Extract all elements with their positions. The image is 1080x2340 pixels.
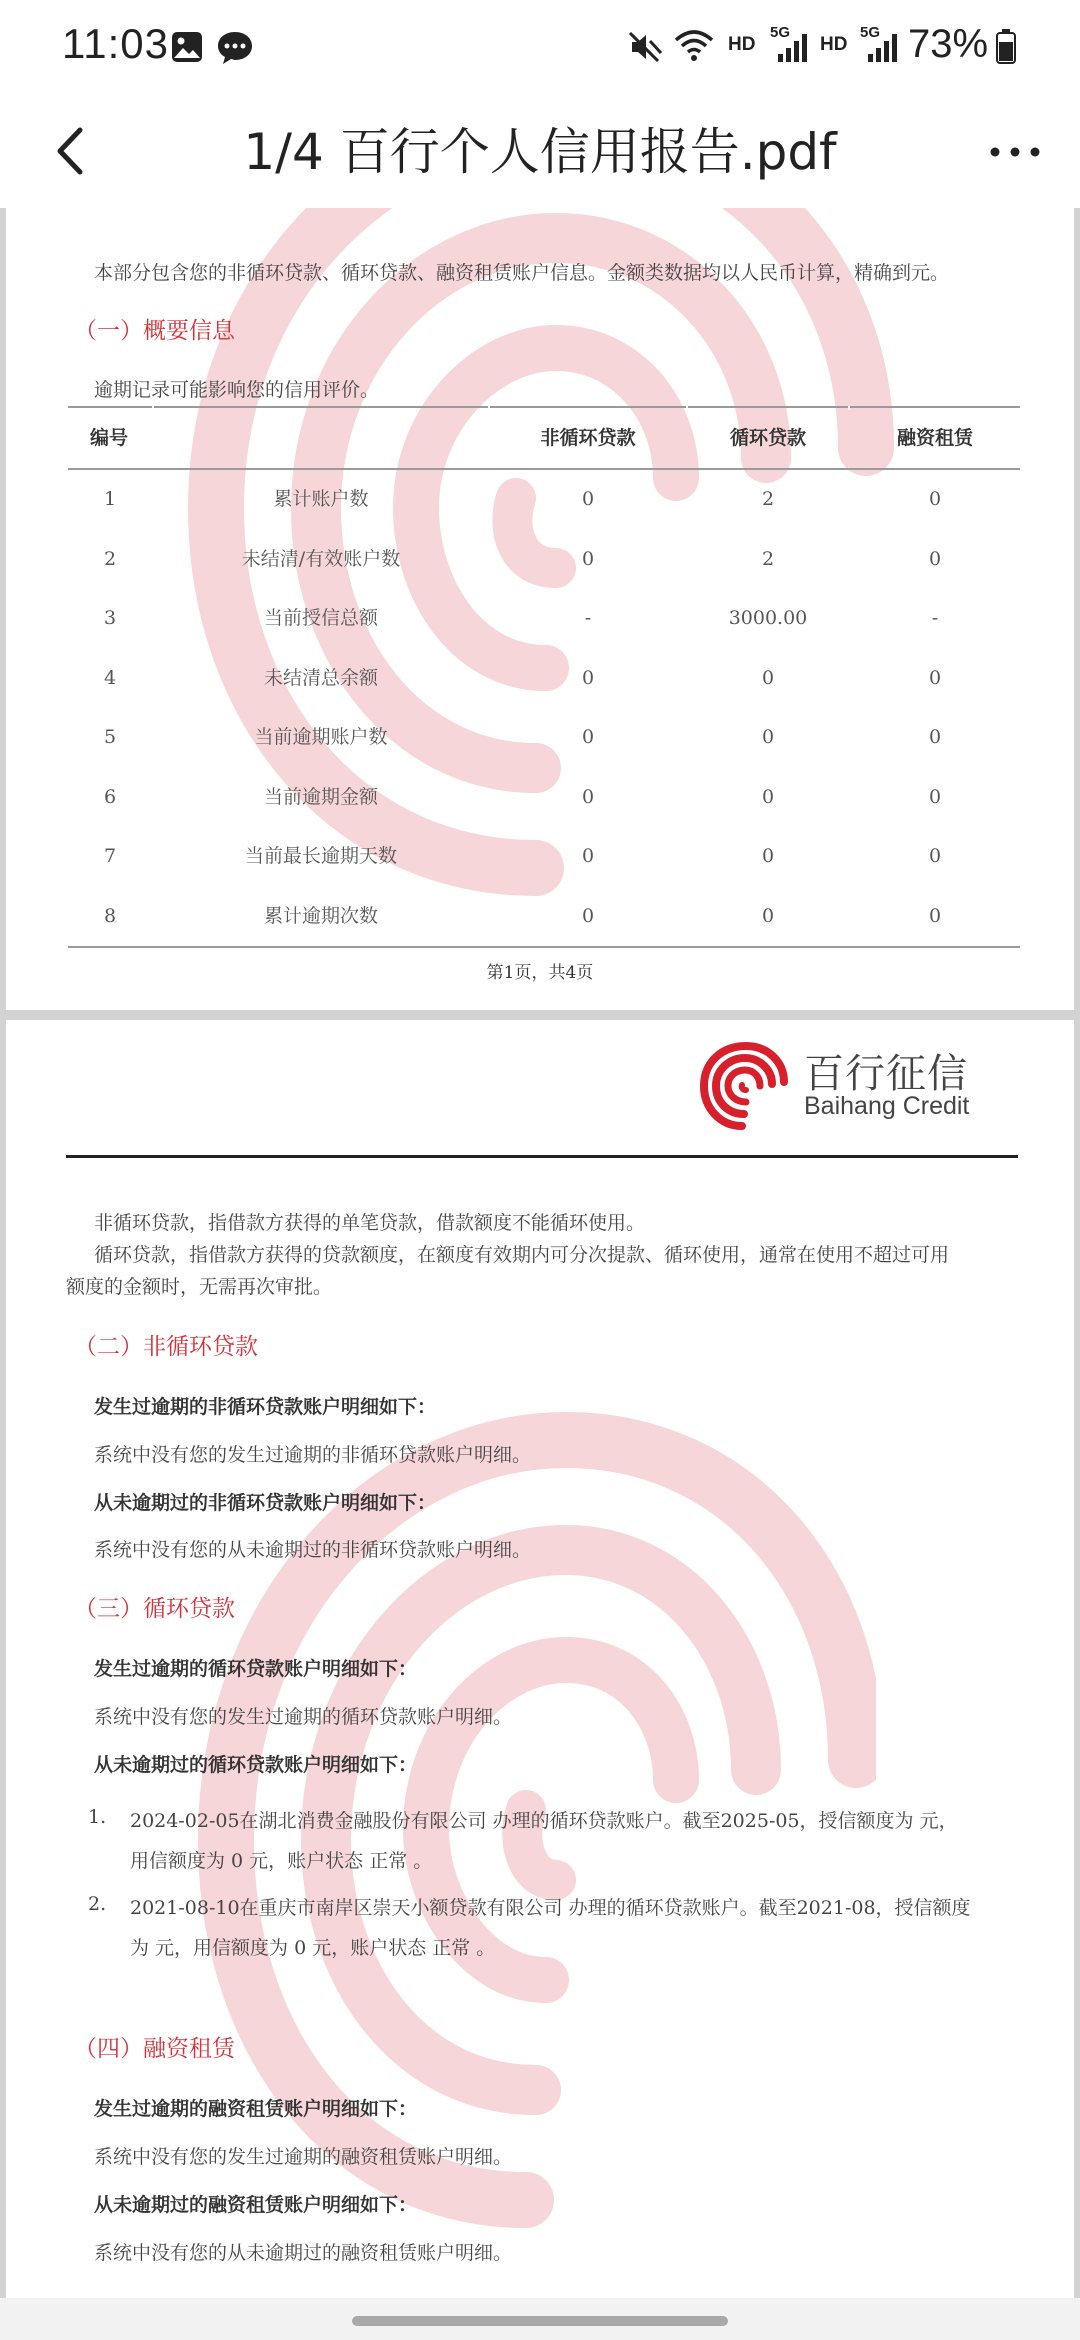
s4-never-heading: 从未逾期过的融资租赁账户明细如下： — [94, 2194, 418, 2216]
account-item-line1: 2024-02-05在湖北消费金融股份有限公司 办理的循环贷款账户。截至2025-05，授信额度为 元， — [130, 1810, 958, 1832]
header-cell-item — [154, 408, 488, 468]
cell-number: 1 — [103, 488, 117, 510]
s2-overdue-heading: 发生过逾期的非循环贷款账户明细如下： — [94, 1396, 437, 1418]
s4-overdue-heading: 发生过逾期的融资租赁账户明细如下： — [94, 2098, 418, 2120]
s3-never-heading: 从未逾期过的循环贷款账户明细如下： — [94, 1754, 418, 1776]
logo-english-name: Baihang Credit — [804, 1092, 970, 1120]
cell-item: 未结清/有效账户数 — [241, 547, 401, 570]
intro-text: 本部分包含您的非循环贷款、循环贷款、融资租赁账户信息。金额类数据均以人民币计算，精确到元。 — [94, 262, 950, 284]
table-header — [68, 406, 1020, 470]
cell-item: 当前逾期账户数 — [254, 726, 388, 748]
cell-non-revolving: 0 — [581, 547, 595, 570]
s2-overdue-body: 系统中没有您的发生过逾期的非循环贷款账户明细。 — [94, 1444, 532, 1466]
signal-icon — [866, 32, 900, 64]
battery-percent: 73% — [908, 22, 989, 66]
summary-table — [68, 406, 1020, 948]
message-icon — [216, 30, 254, 66]
account-item-number: 1. — [88, 1806, 107, 1828]
status-time: 11:03 — [62, 20, 169, 67]
cell-item: 当前授信总额 — [263, 607, 378, 629]
cell-leasing: 0 — [928, 726, 942, 748]
section-2-title: （二）非循环贷款 — [74, 1334, 258, 1360]
header-cell-leasing: 融资租赁 — [896, 427, 973, 449]
cell-number: 4 — [103, 666, 117, 689]
s2-never-heading: 从未逾期过的非循环贷款账户明细如下： — [94, 1492, 437, 1514]
header-rule — [66, 1155, 1018, 1158]
table-row — [68, 827, 1020, 887]
cell-item: 累计逾期次数 — [263, 904, 378, 927]
status-bar — [0, 0, 1080, 92]
table-body — [68, 470, 1020, 946]
s3-overdue-heading: 发生过逾期的循环贷款账户明细如下： — [94, 1658, 418, 1680]
cell-number: 8 — [103, 904, 117, 927]
cell-leasing: 0 — [928, 845, 942, 867]
cell-leasing: 0 — [928, 785, 942, 808]
pdf-page-1 — [6, 208, 1074, 1010]
pdf-viewer[interactable] — [0, 208, 1080, 2298]
cell-revolving: 2 — [761, 547, 775, 570]
cell-leasing: 0 — [928, 547, 942, 570]
cell-item: 当前逾期金额 — [263, 785, 378, 808]
table-row — [68, 470, 1020, 530]
network-label-1: 5G — [770, 24, 791, 41]
more-options-icon[interactable] — [980, 122, 1050, 182]
baihang-logo — [698, 1038, 988, 1134]
account-item-line1: 2021-08-10在重庆市南岸区崇天小额贷款有限公司 办理的循环贷款账户。截至2021-08，授信额度 — [130, 1897, 971, 1919]
cell-revolving: 0 — [761, 904, 775, 927]
cell-revolving: 0 — [761, 785, 775, 808]
pdf-page-2 — [6, 1020, 1074, 2298]
s3-overdue-body: 系统中没有您的发生过逾期的循环贷款账户明细。 — [94, 1706, 513, 1728]
definition-non-revolving: 非循环贷款，指借款方获得的单笔贷款，借款额度不能循环使用。 — [94, 1212, 646, 1234]
app-bar — [0, 92, 1080, 209]
cell-item: 当前最长逾期天数 — [244, 845, 397, 867]
network-label-2: 5G — [860, 24, 881, 41]
cell-leasing: 0 — [928, 904, 942, 927]
cell-non-revolving: 0 — [581, 785, 595, 808]
page-number: 第1页，共4页 — [486, 963, 594, 983]
cell-item: 未结清总余额 — [263, 666, 378, 689]
document-title: 1/4 百行个人信用报告.pdf — [243, 123, 837, 181]
header-cell-non-revolving: 非循环贷款 — [540, 427, 636, 449]
table-row — [68, 589, 1020, 649]
cell-revolving: 0 — [761, 726, 775, 748]
cell-non-revolving: 0 — [581, 904, 595, 927]
section-3-title: （三）循环贷款 — [74, 1596, 235, 1622]
account-item-line2: 为 元，用信额度为 0 元，账户状态 正常 。 — [130, 1937, 496, 1959]
cell-number: 7 — [103, 845, 117, 867]
cell-number: 6 — [103, 785, 117, 808]
overdue-note: 逾期记录可能影响您的信用评价。 — [94, 379, 380, 401]
table-row — [68, 530, 1020, 590]
header-cell-revolving: 循环贷款 — [729, 427, 806, 449]
cell-revolving: 2 — [761, 488, 775, 510]
s2-never-body: 系统中没有您的从未逾期过的非循环贷款账户明细。 — [94, 1539, 532, 1561]
hd-label-1: HD — [728, 34, 756, 55]
cell-item: 累计账户数 — [273, 488, 369, 510]
cell-number: 3 — [103, 607, 117, 629]
table-row — [68, 768, 1020, 828]
cell-revolving: 3000.00 — [728, 607, 808, 629]
wifi-icon — [674, 28, 714, 62]
account-item-line2: 用信额度为 0 元，账户状态 正常 。 — [130, 1850, 433, 1872]
definition-revolving-line2: 额度的金额时，无需再次审批。 — [66, 1276, 333, 1298]
battery-icon — [996, 28, 1016, 64]
cell-leasing: 0 — [928, 666, 942, 689]
cell-non-revolving: - — [584, 607, 592, 629]
s4-never-body: 系统中没有您的从未逾期过的融资租赁账户明细。 — [94, 2242, 513, 2264]
cell-number: 2 — [103, 547, 117, 570]
table-bottom-rule — [68, 946, 1020, 948]
hd-label-2: HD — [820, 34, 848, 55]
baihang-logo-icon — [698, 1040, 790, 1132]
cell-revolving: 0 — [761, 666, 775, 689]
header-cell-number: 编号 — [90, 427, 129, 449]
mute-icon — [628, 30, 664, 64]
logo-chinese-name: 百行征信 — [804, 1051, 968, 1097]
cell-non-revolving: 0 — [581, 726, 595, 748]
signal-icon — [776, 32, 810, 64]
section-1-title: （一）概要信息 — [74, 318, 235, 344]
cell-leasing: - — [931, 607, 939, 629]
home-handle[interactable] — [352, 2316, 728, 2326]
cell-revolving: 0 — [761, 845, 775, 867]
cell-leasing: 0 — [928, 488, 942, 510]
cell-number: 5 — [103, 726, 117, 748]
section-4-title: （四）融资租赁 — [74, 2036, 235, 2062]
gesture-nav-bar — [0, 2298, 1080, 2340]
account-item-number: 2. — [88, 1893, 107, 1915]
table-row — [68, 708, 1020, 768]
cell-non-revolving: 0 — [581, 666, 595, 689]
table-row — [68, 649, 1020, 709]
s4-overdue-body: 系统中没有您的发生过逾期的融资租赁账户明细。 — [94, 2146, 513, 2168]
table-row — [68, 887, 1020, 947]
cell-non-revolving: 0 — [581, 845, 595, 867]
gallery-icon — [170, 30, 204, 64]
definition-revolving-line1: 循环贷款，指借款方获得的贷款额度，在额度有效期内可分次提款、循环使用，通常在使用不超过可用 — [94, 1244, 950, 1266]
cell-non-revolving: 0 — [581, 488, 595, 510]
